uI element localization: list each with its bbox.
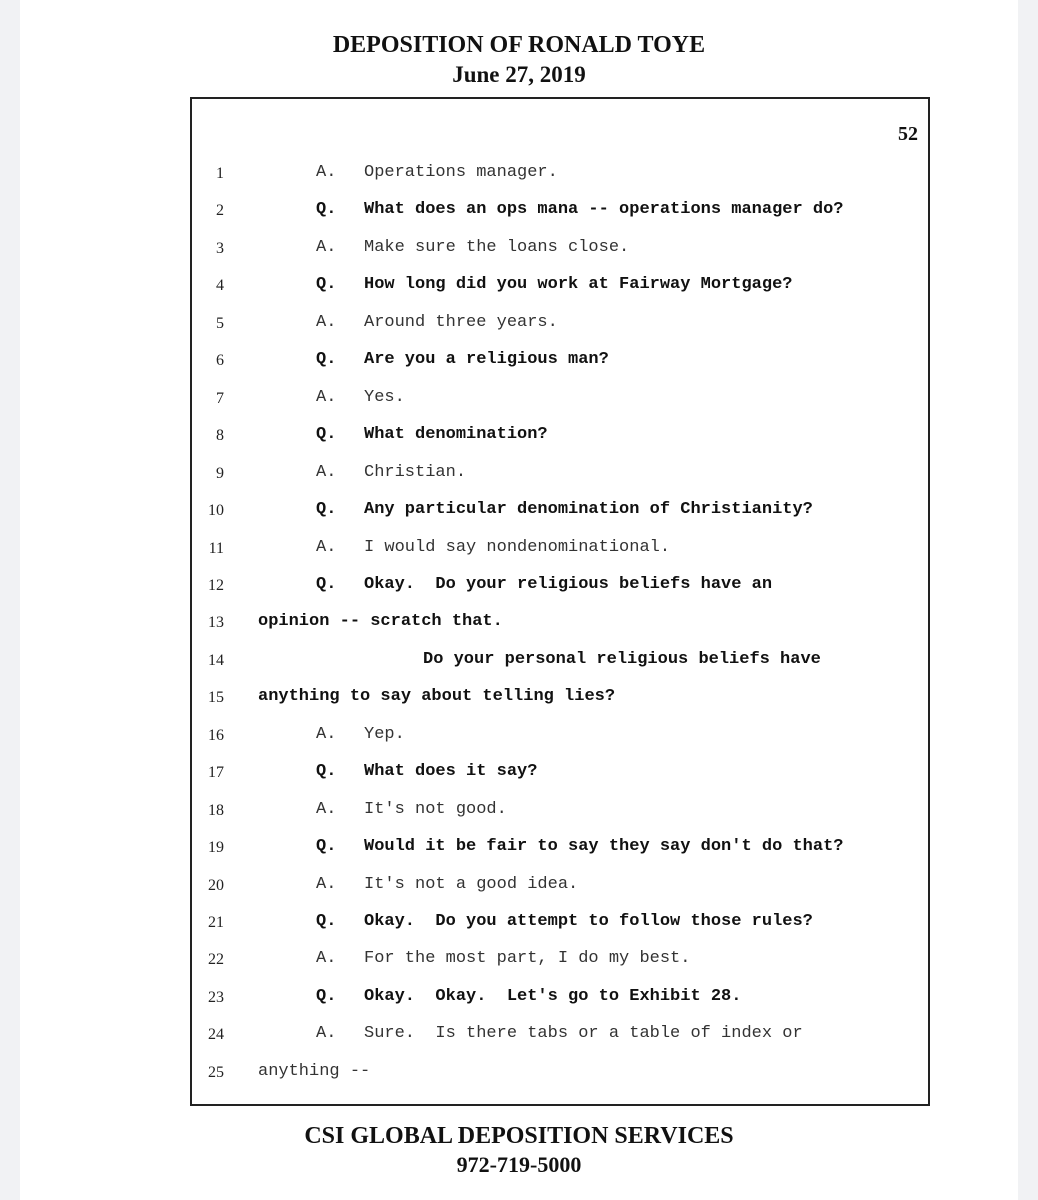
question-text: Are you a religious man? [364,350,609,370]
question-text: opinion -- scratch that. [258,612,503,632]
question-text: What does an ops mana -- operations manager do? [364,200,844,220]
question-text: Okay. Okay. Let's go to Exhibit 28. [364,986,742,1006]
line-number: 25 [208,1063,224,1081]
transcript-line [192,650,928,680]
transcript-line [192,912,928,942]
question-marker: Q. [316,762,337,782]
line-number: 5 [216,314,224,332]
answer-marker: A. [316,1024,337,1044]
transcript-line [192,463,928,493]
transcript-line [192,1062,928,1092]
answer-text: Yep. [364,724,405,744]
answer-marker: A. [316,537,337,557]
line-number: 7 [216,389,224,407]
line-number: 13 [208,614,224,632]
question-marker: Q. [316,986,337,1006]
transcript-line [192,762,928,792]
question-text: anything to say about telling lies? [258,687,616,707]
transcript-line [192,725,928,755]
answer-text: I would say nondenominational. [364,537,671,557]
document-header [0,30,1038,90]
transcript-line [192,388,928,418]
transcript-line [192,425,928,455]
transcript-line [192,949,928,979]
line-number: 24 [208,1026,224,1044]
answer-marker: A. [316,949,337,969]
answer-marker: A. [316,874,337,894]
line-number: 20 [208,876,224,894]
question-text: Do your personal religious beliefs have [423,649,821,669]
question-marker: Q. [316,350,337,370]
transcript-line [192,313,928,343]
transcript-box [190,97,930,1106]
transcript-line [192,163,928,193]
line-number: 22 [208,951,224,969]
answer-marker: A. [316,237,337,257]
question-text: Okay. Do your religious beliefs have an [364,574,773,594]
question-marker: Q. [316,275,337,295]
transcript-line [192,875,928,905]
line-number: 8 [216,427,224,445]
line-number: 3 [216,239,224,257]
transcript-line [192,238,928,268]
question-marker: Q. [316,912,337,931]
answer-text: Operations manager. [364,163,558,182]
line-number: 16 [208,726,224,744]
line-number: 14 [208,651,224,669]
question-text: Any particular denomination of Christianity? [364,500,813,520]
transcript-line [192,500,928,530]
line-number: 1 [216,165,224,182]
answer-text: Yes. [364,387,405,407]
line-number: 4 [216,277,224,295]
answer-text: For the most part, I do my best. [364,949,691,969]
page-number: 52 [898,123,918,145]
transcript-line [192,687,928,717]
question-text: Would it be fair to say they say don't do that? [364,837,844,857]
answer-marker: A. [316,312,337,332]
transcript-line [192,350,928,380]
line-number: 11 [208,539,224,557]
line-number: 17 [208,764,224,782]
question-marker: Q. [316,837,337,857]
question-marker: Q. [316,500,337,520]
answer-marker: A. [316,724,337,744]
document-footer [0,1122,1038,1180]
transcript-line [192,538,928,568]
answer-text: anything -- [258,1061,371,1081]
answer-text: It's not a good idea. [364,874,579,894]
question-text: How long did you work at Fairway Mortgage? [364,275,793,295]
line-number: 2 [216,202,224,220]
line-number: 9 [216,464,224,482]
answer-marker: A. [316,387,337,407]
answer-text: Make sure the loans close. [364,237,630,257]
line-number: 21 [208,914,224,931]
reporting-company: CSI GLOBAL DEPOSITION SERVICES [304,1123,734,1149]
question-text: What denomination? [364,425,548,445]
answer-marker: A. [316,163,337,182]
transcript-line [192,612,928,642]
answer-text: Around three years. [364,312,558,332]
transcript-line [192,837,928,867]
question-marker: Q. [316,574,337,594]
transcript-line [192,200,928,230]
line-number: 15 [208,689,224,707]
line-number: 23 [208,988,224,1006]
line-number: 10 [208,502,224,520]
question-marker: Q. [316,200,337,220]
answer-text: Sure. Is there tabs or a table of index or [364,1024,803,1044]
transcript-line [192,987,928,1017]
transcript-line [192,575,928,605]
transcript-line [192,800,928,830]
answer-marker: A. [316,462,337,482]
line-number: 6 [216,352,224,370]
question-text: Okay. Do you attempt to follow those rules? [364,912,813,931]
deposition-title: DEPOSITION OF RONALD TOYE [332,32,706,58]
line-number: 18 [208,801,224,819]
company-phone: 972-719-5000 [456,1152,582,1177]
answer-text: It's not good. [364,799,507,819]
answer-marker: A. [316,799,337,819]
answer-text: Christian. [364,462,467,482]
line-number: 12 [208,576,224,594]
transcript-line [192,275,928,305]
line-number: 19 [208,839,224,857]
question-text: What does it say? [364,762,538,782]
deposition-date: June 27, 2019 [452,62,586,87]
question-marker: Q. [316,425,337,445]
transcript-line [192,1024,928,1054]
